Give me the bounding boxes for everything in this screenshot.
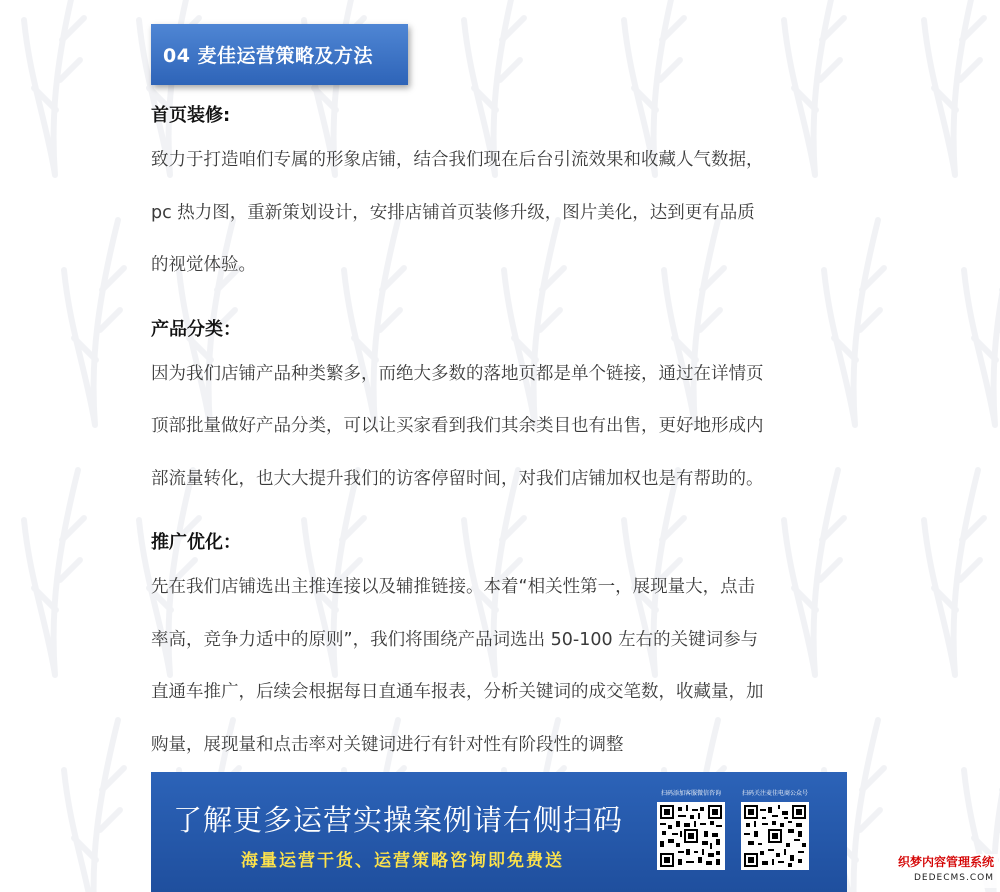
qr-code-icon[interactable] xyxy=(741,802,809,870)
watermark-mark xyxy=(60,210,130,430)
paragraph-line: 因为我们店铺产品种类繁多，而绝大多数的落地页都是单个链接，通过在详情页 xyxy=(151,363,764,384)
paragraph-line: 率高，竞争力适中的原则”，我们将围绕产品词选出 50-100 左右的关键词参与 xyxy=(151,629,759,650)
paragraph-line: pc 热力图，重新策划设计，安排店铺首页装修升级，图片美化，达到更有品质 xyxy=(151,202,755,223)
paragraph-line: 直通车推广，后续会根据每日直通车报表，分析关键词的成交笔数，收藏量，加 xyxy=(151,682,764,702)
watermark-mark xyxy=(920,0,990,180)
watermark-mark xyxy=(960,210,1000,430)
qr-block-official-account[interactable] xyxy=(735,788,815,870)
article-body xyxy=(151,98,851,771)
section-paragraph-homepage xyxy=(151,134,851,292)
section-heading-promotion: 推广优化： xyxy=(151,532,241,553)
qr-caption: 扫码关注麦佳电商公众号 xyxy=(741,790,808,797)
paragraph-line: 致力于打造咱们专属的形象店铺，结合我们现在后台引流效果和收藏人气数据， xyxy=(151,150,764,170)
section-heading-homepage: 首页装修: xyxy=(151,105,231,126)
watermark-mark xyxy=(20,460,90,680)
qr-code-graphic xyxy=(744,805,806,867)
paragraph-line: 的视觉体验。 xyxy=(151,255,256,275)
banner-main-text: 了解更多运营实操案例请右侧扫码 xyxy=(173,803,624,837)
qr-code-icon[interactable] xyxy=(657,802,725,870)
promo-banner xyxy=(151,772,847,892)
banner-sub-text: 海量运营干货、运营策略咨询即免费送 xyxy=(241,851,564,871)
watermark-mark xyxy=(920,460,990,680)
section-heading-category: 产品分类： xyxy=(151,318,241,340)
qr-code-graphic xyxy=(660,805,722,867)
section-header xyxy=(151,24,408,85)
section-paragraph-category xyxy=(151,348,851,506)
section-paragraph-promotion xyxy=(151,561,851,771)
paragraph-line: 顶部批量做好产品分类，可以让买家看到我们其余类目也有出售，更好地形成内 xyxy=(151,416,764,436)
watermark-mark xyxy=(60,710,130,892)
qr-caption: 扫码添加客服微信咨询 xyxy=(660,790,721,797)
paragraph-line: 部流量转化，也大大提升我们的访客停留时间，对我们店铺加权也是有帮助的。 xyxy=(151,468,764,489)
paragraph-line: 购量，展现量和点击率对关键词进行有针对性有阶段性的调整 xyxy=(151,734,624,755)
watermark-mark xyxy=(20,0,90,180)
logo-text-cn: 织梦内容管理系统 xyxy=(897,855,994,869)
logo-text-en: DEDECMS.COM xyxy=(914,873,994,883)
qr-block-service[interactable] xyxy=(651,788,731,870)
corner-logo xyxy=(880,854,998,888)
section-title: 04 麦佳运营策略及方法 xyxy=(163,45,374,67)
paragraph-line: 先在我们店铺选出主推连接以及辅推链接。本着“相关性第一，展现量大，点击 xyxy=(151,577,756,597)
